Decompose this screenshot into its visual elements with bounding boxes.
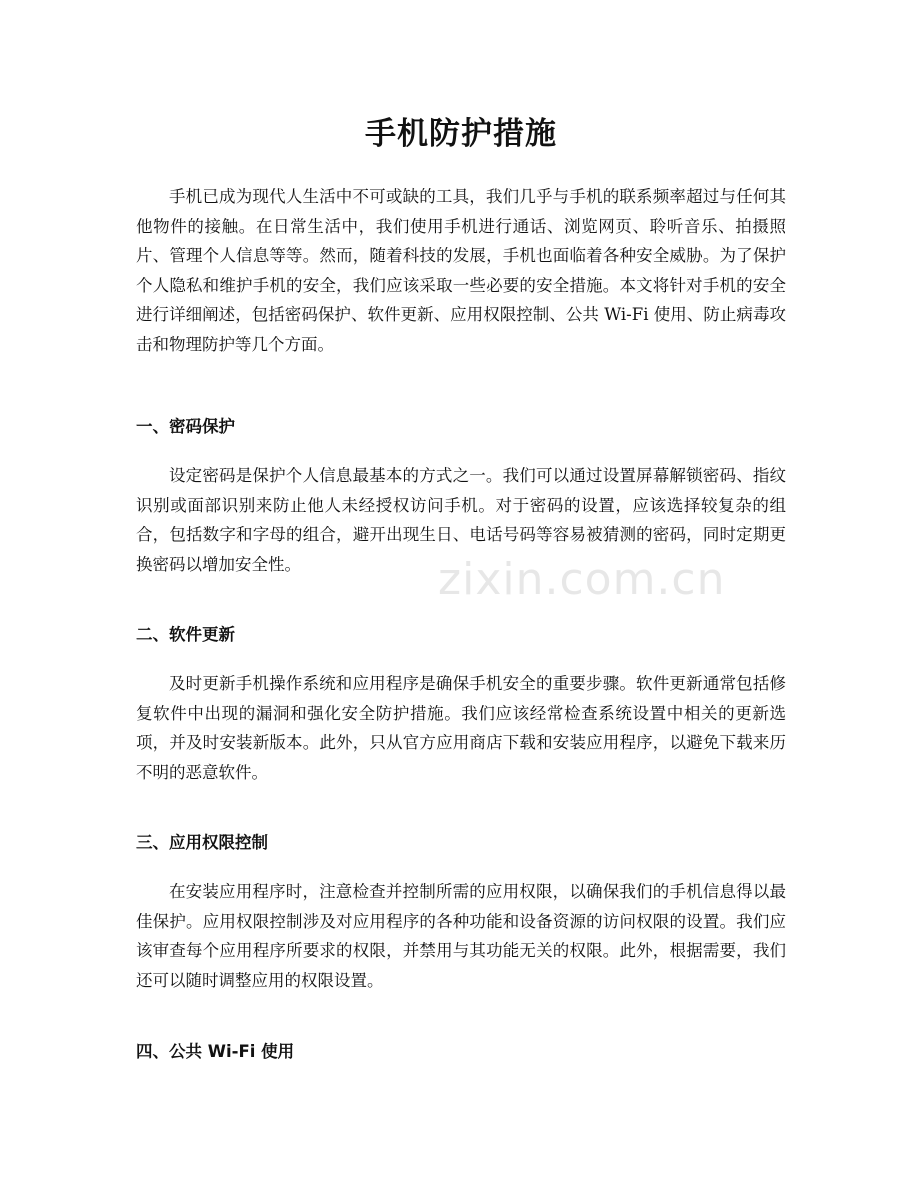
section-public-wifi (136, 1040, 786, 1064)
section-paragraph: 及时更新手机操作系统和应用程序是确保手机安全的重要步骤。软件更新通常包括修复软件中出现的漏洞和强化安全防护措施。我们应该经常检查系统设置中相关的更新选项，并及时安装新版本。此外，只从官方应用商店下载和安装应用程序，以避免下载来历不明的恶意软件。 (136, 674, 786, 782)
section-software-update-body (136, 669, 786, 787)
section-paragraph: 在安装应用程序时，注意检查并控制所需的应用权限，以确保我们的手机信息得以最佳保护。应用权限控制涉及对应用程序的各种功能和设备资源的访问权限的设置。我们应该审查每个应用程序所要求的权限，并禁用与其功能无关的权限。此外，根据需要，我们还可以随时调整应用的权限设置。 (136, 882, 786, 990)
intro-paragraph: 手机已成为现代人生活中不可或缺的工具，我们几乎与手机的联系频率超过与任何其他物件的接触。在日常生活中，我们使用手机进行通话、浏览网页、聆听音乐、拍摄照片、管理个人信息等等。然而，随着科技的发展，手机也面临着各种安全威胁。为了保护个人隐私和维护手机的安全，我们应该采取一些必要的安全措施。本文将针对手机的安全进行详细阐述，包括密码保护、软件更新、应用权限控制、公共 Wi-Fi 使用、防止病毒攻击和物理防护等几个方面。 (136, 187, 786, 354)
section-paragraph: 设定密码是保护个人信息最基本的方式之一。我们可以通过设置屏幕解锁密码、指纹识别或面部识别来防止他人未经授权访问手机。对于密码的设置，应该选择较复杂的组合，包括数字和字母的组合，避开出现生日、电话号码等容易被猜测的密码，同时定期更换密码以增加安全性。 (136, 466, 786, 574)
section-password-body (136, 461, 786, 579)
section-password (136, 415, 786, 439)
section-heading: 二、软件更新 (136, 625, 235, 644)
document-title: 手机防护措施 (365, 116, 557, 152)
section-heading: 三、应用权限控制 (136, 833, 268, 852)
intro-block (136, 182, 786, 360)
section-software-update (136, 623, 786, 647)
watermark-text: zixin.com.cn (438, 554, 726, 605)
section-app-permissions-body (136, 877, 786, 995)
section-heading: 四、公共 Wi-Fi 使用 (136, 1042, 295, 1061)
section-app-permissions (136, 831, 786, 855)
section-heading: 一、密码保护 (136, 417, 235, 436)
